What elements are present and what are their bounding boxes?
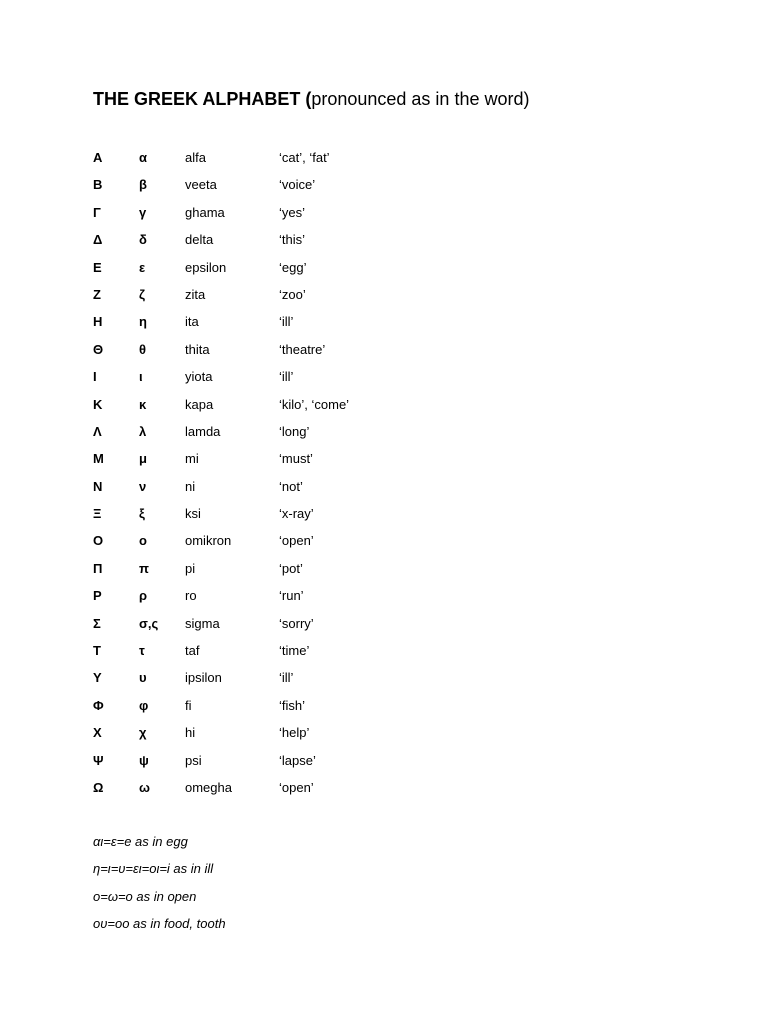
pronunciation-example: ‘pot’ <box>279 560 303 576</box>
letter-row <box>93 205 513 232</box>
letter-name: psi <box>185 752 202 768</box>
letter-name: thita <box>185 341 210 357</box>
letter-name: epsilon <box>185 259 227 275</box>
pronunciation-example: ‘x-ray’ <box>279 506 314 522</box>
pronunciation-example: ‘open’ <box>279 533 314 549</box>
uppercase-letter: Ω <box>93 779 104 795</box>
letter-row <box>93 369 513 396</box>
letter-name: taf <box>185 643 200 659</box>
uppercase-letter: Ι <box>93 369 97 385</box>
letter-row <box>93 561 513 588</box>
pronunciation-example: ‘zoo’ <box>279 286 306 302</box>
letter-row <box>93 725 513 752</box>
lowercase-letter: ω <box>139 779 150 795</box>
note-line: ο=ω=o as in open <box>93 888 197 904</box>
uppercase-letter: Ρ <box>93 588 102 604</box>
letter-name: omegha <box>185 779 232 795</box>
pronunciation-notes <box>93 834 226 943</box>
letter-name: alfa <box>185 150 206 165</box>
uppercase-letter: Τ <box>93 643 101 659</box>
lowercase-letter: σ,ς <box>139 615 159 631</box>
lowercase-letter: π <box>139 560 149 576</box>
lowercase-letter: λ <box>139 423 147 439</box>
letter-name: fi <box>185 697 192 713</box>
letter-row <box>93 670 513 697</box>
letter-name: ghama <box>185 204 225 220</box>
letter-name: pi <box>185 560 196 576</box>
pronunciation-example: ‘ill’ <box>279 314 294 330</box>
title-bold: THE GREEK ALPHABET ( <box>93 89 312 109</box>
lowercase-letter: υ <box>139 670 147 686</box>
pronunciation-example: ‘cat’, ‘fat’ <box>279 150 330 165</box>
uppercase-letter: Η <box>93 314 103 330</box>
uppercase-letter: Υ <box>93 670 102 686</box>
lowercase-letter: κ <box>139 396 147 412</box>
letter-row <box>93 314 513 341</box>
lowercase-letter: η <box>139 314 147 330</box>
uppercase-letter: Β <box>93 177 103 193</box>
uppercase-letter: Θ <box>93 341 104 357</box>
uppercase-letter: Φ <box>93 697 104 713</box>
letter-row <box>93 397 513 424</box>
letter-name: delta <box>185 232 214 248</box>
lowercase-letter: ο <box>139 533 147 549</box>
pronunciation-example: ‘this’ <box>279 232 306 248</box>
pronunciation-example: ‘fish’ <box>279 697 306 713</box>
lowercase-letter: ψ <box>139 752 149 768</box>
pronunciation-example: ‘open’ <box>279 779 314 795</box>
uppercase-letter: Ζ <box>93 286 101 302</box>
lowercase-letter: ρ <box>139 588 148 604</box>
lowercase-letter: ε <box>139 259 146 275</box>
letter-row <box>93 753 513 780</box>
letter-name: omikron <box>185 533 232 549</box>
pronunciation-example: ‘sorry’ <box>279 615 314 631</box>
letter-name: sigma <box>185 615 220 631</box>
letter-name: mi <box>185 451 199 467</box>
pronunciation-example: ‘kilo’, ‘come’ <box>279 396 350 412</box>
note-line: ου=oo as in food, tooth <box>93 915 226 931</box>
lowercase-letter: ν <box>139 478 147 494</box>
uppercase-letter: Ε <box>93 259 102 275</box>
uppercase-letter: Σ <box>93 615 101 631</box>
letter-row <box>93 424 513 451</box>
letter-name: ipsilon <box>185 670 222 686</box>
pronunciation-example: ‘ill’ <box>279 369 294 385</box>
pronunciation-example: ‘run’ <box>279 588 304 604</box>
uppercase-letter: Π <box>93 560 103 576</box>
uppercase-letter: Λ <box>93 423 102 439</box>
lowercase-letter: α <box>139 150 147 165</box>
letter-row <box>93 698 513 725</box>
letter-name: veeta <box>185 177 217 193</box>
letter-name: ita <box>185 314 199 330</box>
pronunciation-example: ‘must’ <box>279 451 313 467</box>
uppercase-letter: Α <box>93 150 103 165</box>
note-line: η=ι=υ=ει=οι=i as in ill <box>93 861 214 877</box>
lowercase-letter: θ <box>139 341 147 357</box>
uppercase-letter: Κ <box>93 396 103 412</box>
uppercase-letter: Γ <box>93 204 101 220</box>
letter-row <box>93 150 513 177</box>
lowercase-letter: ξ <box>139 506 145 522</box>
title-normal: pronounced as in the word) <box>311 89 530 109</box>
letter-row <box>93 533 513 560</box>
uppercase-letter: Ψ <box>93 752 104 768</box>
letter-row <box>93 260 513 287</box>
letter-name: ni <box>185 478 196 494</box>
pronunciation-example: ‘lapse’ <box>279 752 316 768</box>
pronunciation-example: ‘voice’ <box>279 177 316 193</box>
page-title <box>93 88 529 110</box>
lowercase-letter: δ <box>139 232 147 248</box>
lowercase-letter: μ <box>139 451 147 467</box>
uppercase-letter: Ν <box>93 478 103 494</box>
letter-row <box>93 177 513 204</box>
letter-row <box>93 342 513 369</box>
letter-name: yiota <box>185 369 213 385</box>
pronunciation-example: ‘time’ <box>279 643 310 659</box>
lowercase-letter: χ <box>139 725 147 741</box>
letter-name: hi <box>185 725 196 741</box>
alphabet-table <box>93 150 513 807</box>
letter-name: zita <box>185 286 206 302</box>
pronunciation-example: ‘yes’ <box>279 204 306 220</box>
pronunciation-example: ‘long’ <box>279 423 310 439</box>
pronunciation-example: ‘help’ <box>279 725 310 741</box>
letter-row <box>93 616 513 643</box>
pronunciation-example: ‘ill’ <box>279 670 294 686</box>
letter-name: ro <box>185 588 197 604</box>
pronunciation-example: ‘not’ <box>279 478 303 494</box>
letter-name: lamda <box>185 423 221 439</box>
lowercase-letter: β <box>139 177 147 193</box>
lowercase-letter: ι <box>139 369 143 385</box>
letter-name: ksi <box>185 506 201 522</box>
note-line: αι=ε=e as in egg <box>93 834 188 849</box>
lowercase-letter: ζ <box>139 286 145 302</box>
uppercase-letter: Μ <box>93 451 104 467</box>
uppercase-letter: Ο <box>93 533 104 549</box>
letter-row <box>93 506 513 533</box>
letter-row <box>93 451 513 478</box>
letter-row <box>93 479 513 506</box>
letter-row <box>93 287 513 314</box>
lowercase-letter: τ <box>139 643 145 659</box>
lowercase-letter: γ <box>139 204 147 220</box>
letter-row <box>93 588 513 615</box>
letter-row <box>93 780 513 807</box>
letter-row <box>93 232 513 259</box>
uppercase-letter: Ξ <box>93 506 102 522</box>
letter-row <box>93 643 513 670</box>
uppercase-letter: Χ <box>93 725 102 741</box>
letter-name: kapa <box>185 396 214 412</box>
pronunciation-example: ‘theatre’ <box>279 341 326 357</box>
uppercase-letter: Δ <box>93 232 103 248</box>
lowercase-letter: φ <box>139 697 149 713</box>
pronunciation-example: ‘egg’ <box>279 259 307 275</box>
